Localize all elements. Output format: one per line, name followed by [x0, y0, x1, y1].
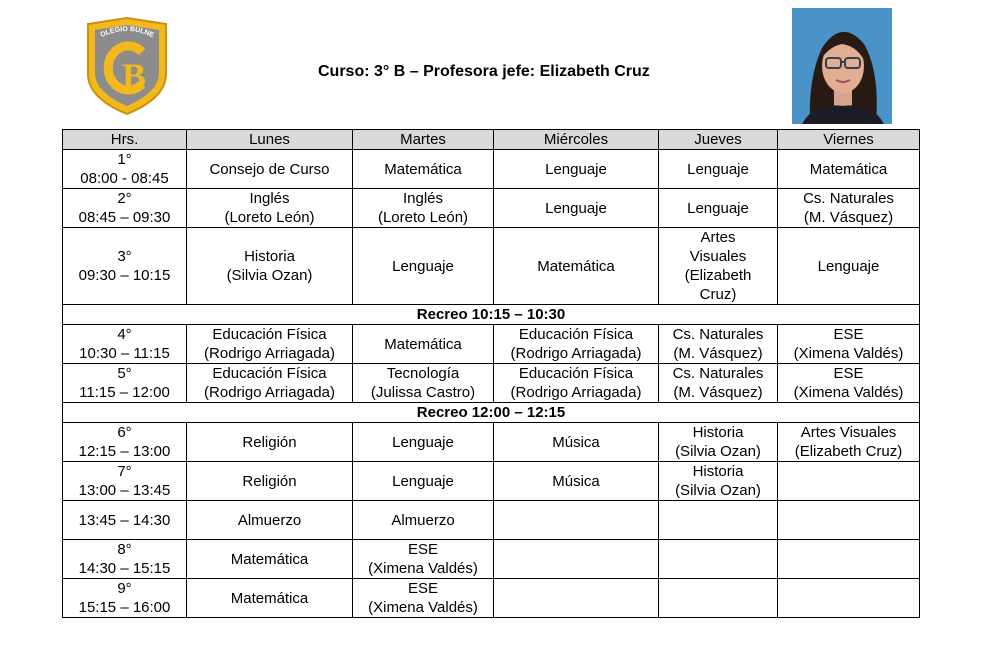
class-cell [778, 462, 920, 501]
class-cell [353, 150, 494, 189]
class-cell [494, 579, 659, 618]
period-time: 12:15 – 13:00 [78, 443, 171, 460]
class-cell [778, 423, 920, 462]
class-cell [659, 579, 778, 618]
class-cell [353, 189, 494, 228]
subject-name: Matemática [384, 335, 462, 353]
period-number: 1° [117, 151, 132, 168]
table-row [63, 150, 920, 189]
column-header-martes: Martes [353, 130, 494, 150]
class-cell [494, 189, 659, 228]
teacher-name: (Ximena Valdés) [368, 560, 478, 577]
subject-name: Inglés [249, 190, 290, 207]
table-row [63, 423, 920, 462]
period-time: 08:00 - 08:45 [80, 170, 169, 187]
teacher-name: (Rodrigo Arriagada) [510, 345, 642, 362]
table-row [63, 364, 920, 403]
subject-name: Cs. Naturales [672, 365, 764, 382]
subject-name: ESE [833, 326, 864, 343]
period-cell [63, 189, 187, 228]
class-cell [659, 189, 778, 228]
subject-name: Lenguaje [392, 472, 454, 490]
period-number: 3° [117, 248, 132, 265]
class-cell [494, 228, 659, 305]
subject-name: Religión [242, 472, 297, 490]
class-cell [187, 325, 353, 364]
class-cell [353, 540, 494, 579]
class-cell [187, 540, 353, 579]
period-time: 13:45 – 14:30 [78, 511, 171, 529]
period-time: 15:15 – 16:00 [78, 599, 171, 616]
subject-name: Música [552, 433, 600, 451]
column-header-jueves: Jueves [659, 130, 778, 150]
period-cell [63, 501, 187, 540]
subject-name: Matemática [230, 589, 309, 607]
class-cell [187, 150, 353, 189]
class-cell [778, 540, 920, 579]
class-cell [659, 423, 778, 462]
subject-name: Educación Física [212, 326, 327, 343]
period-cell [63, 579, 187, 618]
subject-name: Matemática [537, 257, 615, 275]
subject-name: Artes [700, 229, 736, 246]
class-cell [659, 150, 778, 189]
subject-name: Historia [244, 248, 295, 265]
schedule-table [62, 129, 920, 618]
class-cell [659, 501, 778, 540]
teacher-name: (Loreto León) [224, 209, 315, 226]
column-header-lunes: Lunes [187, 130, 353, 150]
period-time: 11:15 – 12:00 [79, 384, 170, 401]
class-cell [778, 189, 920, 228]
subject-name: ESE [407, 580, 438, 597]
teacher-name: (Julissa Castro) [370, 384, 476, 401]
period-cell [63, 423, 187, 462]
period-cell [63, 228, 187, 305]
subject-name: Lenguaje [545, 160, 607, 178]
table-row [63, 189, 920, 228]
class-cell [187, 579, 353, 618]
period-time: 14:30 – 15:15 [78, 560, 171, 577]
teacher-name: Cruz) [699, 286, 737, 303]
table-row [63, 501, 920, 540]
class-cell [187, 501, 353, 540]
class-cell [659, 325, 778, 364]
class-cell [659, 540, 778, 579]
subject-name: Lenguaje [392, 433, 454, 451]
class-cell [187, 423, 353, 462]
teacher-name: (M. Vásquez) [673, 345, 763, 362]
class-cell [353, 228, 494, 305]
period-time: 09:30 – 10:15 [78, 267, 171, 284]
subject-name: Matemática [230, 550, 309, 568]
class-cell [353, 423, 494, 462]
subject-name: Historia [692, 424, 744, 441]
period-time: 08:45 – 09:30 [78, 209, 171, 226]
class-cell [353, 579, 494, 618]
teacher-name: (Rodrigo Arriagada) [204, 345, 335, 362]
subject-name: Almuerzo [237, 511, 302, 529]
class-cell [494, 423, 659, 462]
teacher-name: (Silvia Ozan) [226, 267, 313, 284]
teacher-name: (Loreto León) [377, 209, 469, 226]
class-cell [778, 150, 920, 189]
subject-name: Almuerzo [391, 511, 455, 529]
class-cell [187, 228, 353, 305]
period-number: 6° [117, 424, 132, 441]
period-cell [63, 364, 187, 403]
class-cell [494, 325, 659, 364]
subject-name: ESE [407, 541, 438, 558]
subject-name: Lenguaje [817, 257, 880, 275]
period-time: 10:30 – 11:15 [79, 345, 170, 362]
svg-text:COLEGIO BULNES: OLEGIO BULNE [99, 25, 155, 40]
class-cell [353, 325, 494, 364]
school-crest-icon [86, 16, 168, 116]
subject-name: Religión [242, 433, 297, 451]
class-cell [353, 462, 494, 501]
period-cell [63, 540, 187, 579]
class-cell [187, 189, 353, 228]
period-cell [63, 462, 187, 501]
teacher-name: Visuales [689, 248, 747, 265]
subject-name: Educación Física [518, 365, 634, 382]
class-cell [187, 364, 353, 403]
table-row [63, 579, 920, 618]
subject-name: Consejo de Curso [209, 160, 330, 178]
period-number: 5° [117, 365, 132, 382]
class-cell [353, 364, 494, 403]
teacher-name: (Elizabeth [684, 267, 752, 284]
teacher-portrait [792, 8, 892, 124]
column-header-hrs: Hrs. [63, 130, 187, 150]
subject-name: Lenguaje [392, 257, 454, 275]
break-label: Recreo 12:00 – 12:15 [63, 403, 920, 423]
period-number: 2° [117, 190, 132, 207]
subject-name: Lenguaje [545, 199, 607, 217]
teacher-name: (Ximena Valdés) [793, 345, 904, 362]
subject-name: Historia [692, 463, 744, 480]
class-cell [778, 228, 920, 305]
subject-name: Lenguaje [687, 199, 749, 217]
period-cell [63, 150, 187, 189]
subject-name: Cs. Naturales [803, 190, 894, 207]
period-time: 13:00 – 13:45 [78, 482, 171, 499]
table-row [63, 228, 920, 305]
class-cell [659, 228, 778, 305]
subject-name: Música [552, 472, 600, 490]
teacher-name: (Silvia Ozan) [675, 482, 761, 499]
class-cell [778, 325, 920, 364]
class-cell [353, 501, 494, 540]
teacher-name: (M. Vásquez) [673, 384, 763, 401]
subject-name: Inglés [402, 190, 444, 207]
class-cell [494, 501, 659, 540]
class-cell [778, 364, 920, 403]
break-row [63, 305, 920, 325]
table-row [63, 540, 920, 579]
class-cell [659, 364, 778, 403]
class-cell [659, 462, 778, 501]
column-header-viernes: Viernes [778, 130, 920, 150]
period-number: 7° [117, 463, 132, 480]
teacher-name: (Rodrigo Arriagada) [204, 384, 335, 401]
subject-name: Matemática [809, 160, 888, 178]
subject-name: Matemática [384, 160, 462, 178]
subject-name: Artes Visuales [800, 424, 897, 441]
class-cell [494, 364, 659, 403]
period-number: 4° [117, 326, 132, 343]
break-row [63, 403, 920, 423]
teacher-name: (Ximena Valdés) [793, 384, 904, 401]
table-row [63, 325, 920, 364]
teacher-name: (Elizabeth Cruz) [794, 443, 903, 460]
page-title: Curso: 3° B – Profesora jefe: Elizabeth Cruz [318, 63, 650, 80]
subject-name: Tecnología [386, 365, 460, 382]
subject-name: Educación Física [518, 326, 634, 343]
subject-name: ESE [833, 365, 864, 382]
subject-name: Educación Física [212, 365, 327, 382]
class-cell [494, 150, 659, 189]
teacher-name: (M. Vásquez) [803, 209, 894, 226]
column-header-miercoles: Miércoles [494, 130, 659, 150]
teacher-name: (Rodrigo Arriagada) [510, 384, 642, 401]
teacher-name: (Ximena Valdés) [368, 599, 478, 616]
period-number: 9° [117, 580, 132, 597]
svg-text:B: B [122, 56, 147, 96]
class-cell [494, 540, 659, 579]
period-number: 8° [117, 541, 132, 558]
period-cell [63, 325, 187, 364]
class-cell [187, 462, 353, 501]
class-cell [778, 501, 920, 540]
class-cell [778, 579, 920, 618]
header-row [63, 130, 920, 150]
break-label: Recreo 10:15 – 10:30 [63, 305, 920, 325]
class-cell [494, 462, 659, 501]
teacher-name: (Silvia Ozan) [675, 443, 761, 460]
table-row [63, 462, 920, 501]
subject-name: Cs. Naturales [672, 326, 764, 343]
subject-name: Lenguaje [687, 160, 749, 178]
